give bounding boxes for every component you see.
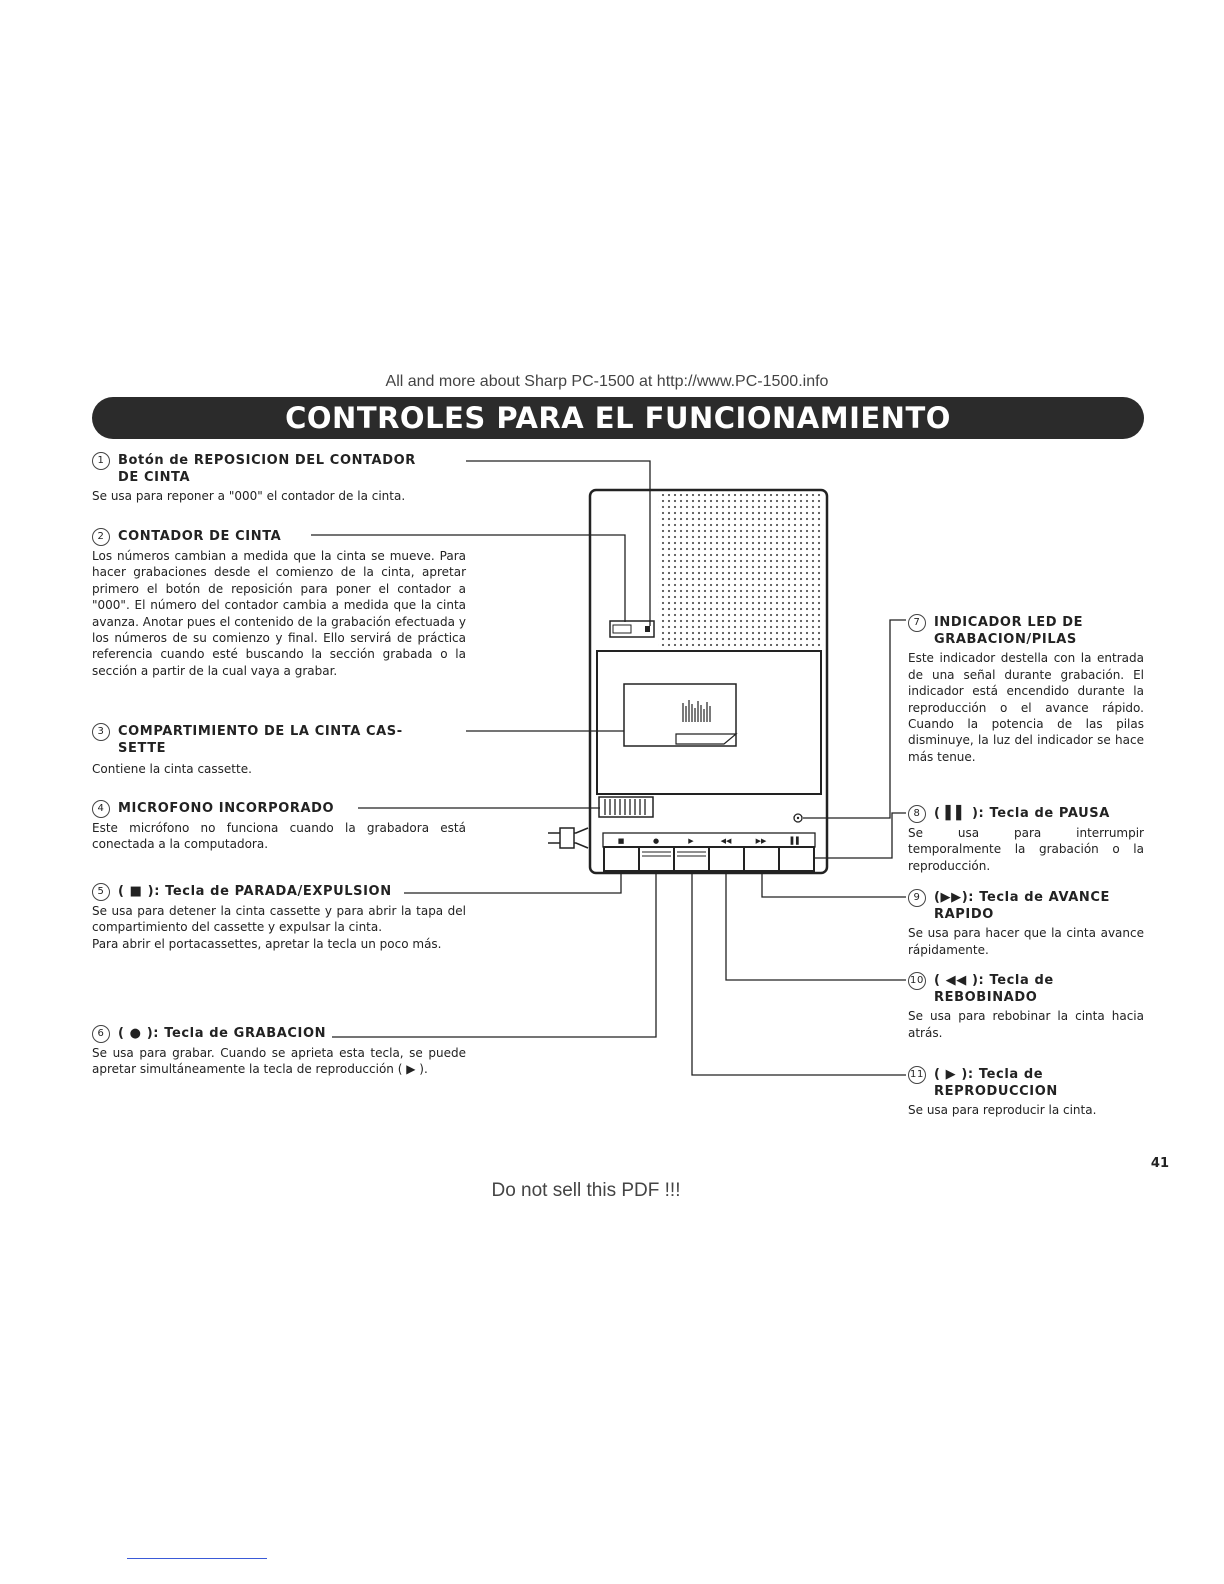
item-description: Se usa para detener la cinta cassette y para abrir la tapa del compartimiento del cassette y expulsar la cinta. [92, 904, 466, 935]
page-title: CONTROLES PARA EL FUNCIONAMIENTO [92, 397, 1144, 439]
key-symbol: ▶▶ [755, 837, 767, 845]
speaker-grille [658, 494, 824, 646]
footer-rule [127, 1558, 267, 1559]
key-symbol: ◀◀ [720, 837, 732, 845]
item-heading-cont: SETTE [118, 741, 167, 756]
item-heading: Botón de REPOSICION DEL CONTADOR [118, 453, 416, 468]
item-heading: ( ▶ ): Tecla de [934, 1067, 1044, 1082]
item-heading: INDICADOR LED DE [934, 615, 1084, 630]
item-heading-cont: RAPIDO [934, 907, 994, 922]
pause-key [779, 847, 814, 871]
item-number: 8 [908, 805, 926, 823]
item-description-extra: Para abrir el portacassettes, apretar la tecla un poco más. [92, 936, 442, 951]
item-heading: CONTADOR DE CINTA [118, 529, 282, 544]
control-keys [604, 847, 814, 871]
item-description: Se usa para grabar. Cuando se aprieta esta tecla, se puede apretar simultáneamente la tecla de reproducción ( ▶ ). [92, 1046, 466, 1077]
item-number: 2 [92, 528, 110, 546]
item-heading-cont: REPRODUCCION [934, 1084, 1058, 1099]
item-number: 1 [92, 452, 110, 470]
item-heading: MICROFONO INCORPORADO [118, 801, 335, 816]
item-description: Este micrófono no funciona cuando la grabadora está conectada a la computadora. [92, 821, 466, 852]
key-symbol: ● [652, 837, 660, 845]
item-heading: COMPARTIMIENTO DE LA CINTA CAS- [118, 724, 403, 739]
item-number: 7 [908, 614, 926, 632]
record-key [639, 847, 674, 871]
item-heading-cont: DE CINTA [118, 470, 191, 485]
item-description: Los números cambian a medida que la cinta se mueve. Para hacer grabaciones desde el comienzo de la cinta, apretar primero el botón de reposición para poner el contador a "000". El número del contador cambia a medida que la cinta avanza. Anotar pues el contenido de la grabación efectuada y los números de su comienzo y final. Ello servirá de práctica referencia cuando esté buscando la sección grabada o la sección a partir de la cual vaya a grabar. [92, 549, 466, 678]
item-heading: ( ▌▌ ): Tecla de PAUSA [934, 806, 1110, 821]
key-symbol: ■ [617, 837, 625, 845]
item-number: 6 [92, 1025, 110, 1043]
item-number: 4 [92, 800, 110, 818]
item-description: Se usa para reproducir la cinta. [908, 1103, 1097, 1118]
item-heading: ( ◀◀ ): Tecla de [934, 973, 1054, 988]
play-key [674, 847, 709, 871]
item-description: Se usa para reponer a "000" el contador de la cinta. [92, 489, 406, 504]
item-description: Contiene la cinta cassette. [92, 762, 252, 777]
item-number: 3 [92, 723, 110, 741]
stop-eject-key [604, 847, 639, 871]
item-heading: ( ● ): Tecla de GRABACION [118, 1026, 327, 1041]
item-heading-cont: REBOBINADO [934, 990, 1038, 1005]
footer-note: Do not sell this PDF !!! [491, 1180, 681, 1201]
item-number: 10 [908, 972, 926, 990]
cassette-window [624, 684, 736, 746]
item-number: 9 [908, 889, 926, 907]
item-description: Se usa para rebobinar la cinta hacia atrás. [908, 1009, 1144, 1040]
page-number: 41 [1150, 1156, 1169, 1171]
item-description: Se usa para interrumpir temporalmente la grabación o la reproducción. [908, 826, 1144, 873]
fast-forward-key [744, 847, 779, 871]
item-heading: ( ■ ): Tecla de PARADA/EXPULSION [118, 884, 392, 899]
key-symbol: ▌▌ [790, 837, 802, 845]
counter-reset-button [645, 626, 650, 632]
item-number: 5 [92, 883, 110, 901]
item-number: 11 [908, 1066, 926, 1084]
item-description: Este indicador destella con la entrada de una señal durante grabación. El indicador está encendido durante la reproducción o el avance rápido. Cuando la potencia de las pilas disminuye, la luz del indicador se hace más tenue. [908, 651, 1144, 764]
key-symbol: ▶ [688, 837, 694, 845]
item-heading-cont: GRABACION/PILAS [934, 632, 1077, 647]
source-note: All and more about Sharp PC-1500 at http://www.PC-1500.info [385, 373, 829, 390]
item-heading: (▶▶): Tecla de AVANCE [934, 890, 1110, 905]
item-description: Se usa para hacer que la cinta avance rápidamente. [908, 926, 1144, 957]
key-labels-strip [603, 833, 815, 847]
rewind-key [709, 847, 744, 871]
